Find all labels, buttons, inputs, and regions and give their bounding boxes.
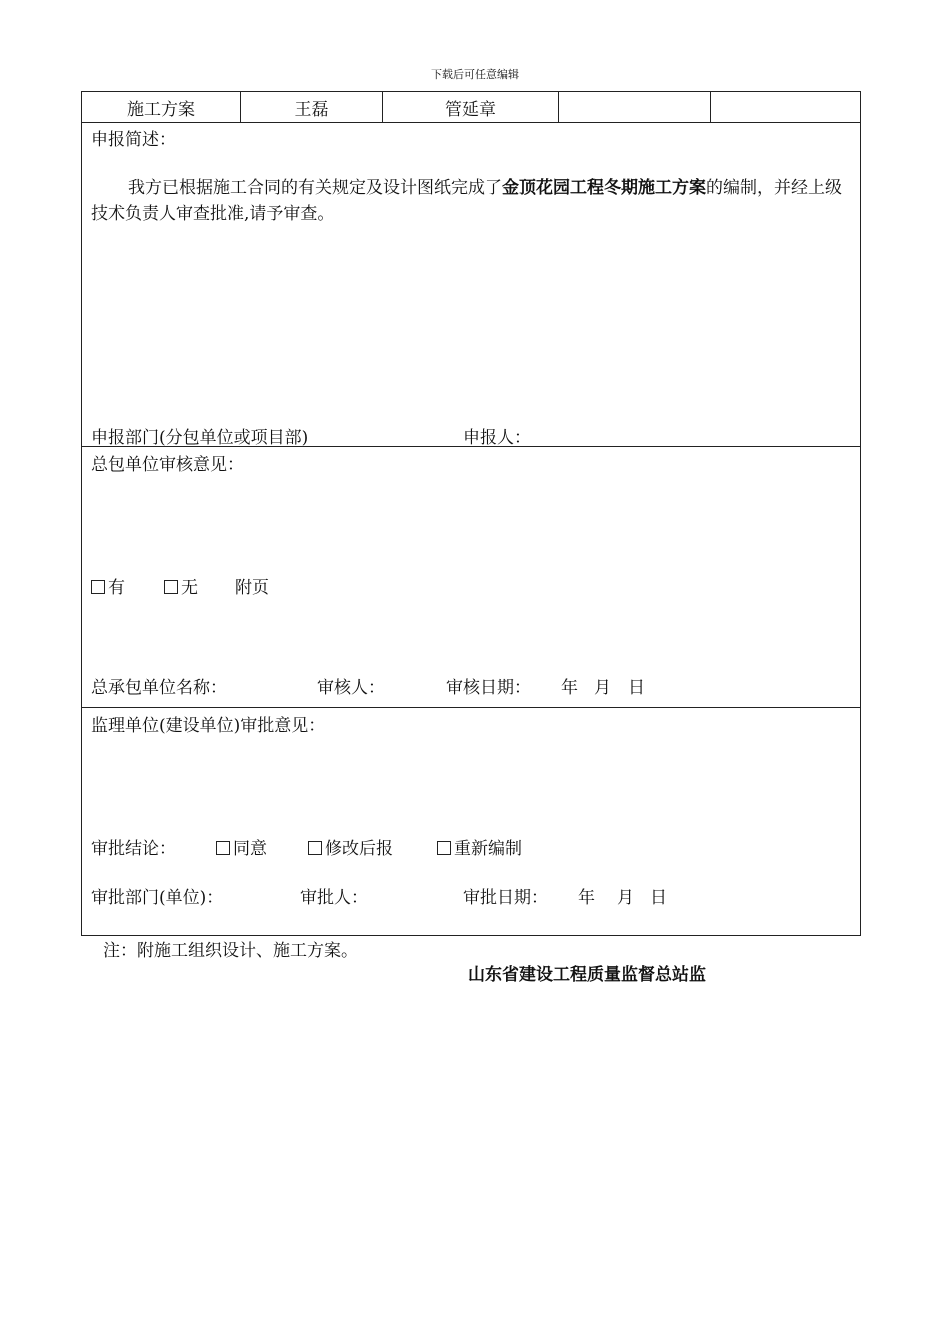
application-paragraph [91,175,853,227]
checkbox-revise[interactable] [308,841,322,855]
issuing-organization: 山东省建设工程质量监督总站监 [468,965,706,985]
review-month: 月 [594,678,611,698]
option-no-label: 无 [181,578,198,598]
application-summary-label: 申报简述： [91,130,176,150]
approval-conclusion-label: 审批结论： [91,839,176,859]
contractor-name-label: 总承包单位名称： [91,678,227,698]
supervision-opinion-label: 监理单位(建设单位)审批意见： [91,716,326,736]
review-date-label: 审核日期： [446,678,531,698]
review-year: 年 [561,678,578,698]
attachment-label: 附页 [235,578,269,598]
approval-dept-label: 审批部门(单位)： [91,888,224,908]
application-section [82,123,860,447]
reviewer-label: 审核人： [317,678,385,698]
empty-cell-4[interactable] [559,92,711,122]
approver-label: 审批人： [300,888,368,908]
contractor-review-section [82,447,860,708]
option-agree[interactable] [216,834,267,859]
checkbox-agree[interactable] [216,841,230,855]
approval-day: 日 [650,888,667,908]
name-cell-1: 王磊 [241,92,383,122]
submitting-dept-label: 申报部门(分包单位或项目部) [91,428,309,448]
option-revise-label: 修改后报 [325,839,393,859]
contractor-opinion-label: 总包单位审核意见： [91,455,244,475]
supervision-approval-section [82,708,860,935]
checkbox-yes[interactable] [91,580,105,594]
attachment-yes-option[interactable] [91,573,125,598]
footer-note: 注：附施工组织设计、施工方案。 [103,941,358,961]
para-prefix: 我方已根据施工合同的有关规定及设计图纸完成了 [128,178,502,198]
doc-type-cell: 施工方案 [82,92,241,122]
approval-month: 月 [617,888,634,908]
empty-cell-5[interactable] [711,92,860,122]
attachment-no-option[interactable] [164,573,198,598]
approval-date-label: 审批日期： [463,888,548,908]
form-header-row [82,92,860,123]
applicant-label: 申报人： [463,428,531,448]
option-revise[interactable] [308,834,393,859]
project-name: 金顶花园工程冬期施工方案 [502,178,706,198]
option-redo-label: 重新编制 [454,839,522,859]
checkbox-no[interactable] [164,580,178,594]
checkbox-redo[interactable] [437,841,451,855]
option-agree-label: 同意 [233,839,267,859]
review-day: 日 [628,678,645,698]
para-suffix: 的编制，并经上级技术负责人审查批准,请予审查。 [91,178,842,224]
option-yes-label: 有 [108,578,125,598]
approval-form [81,91,861,936]
option-redo[interactable] [437,834,522,859]
approval-year: 年 [578,888,595,908]
name-cell-2: 管延章 [383,92,559,122]
header-note: 下载后可任意编辑 [431,68,519,81]
